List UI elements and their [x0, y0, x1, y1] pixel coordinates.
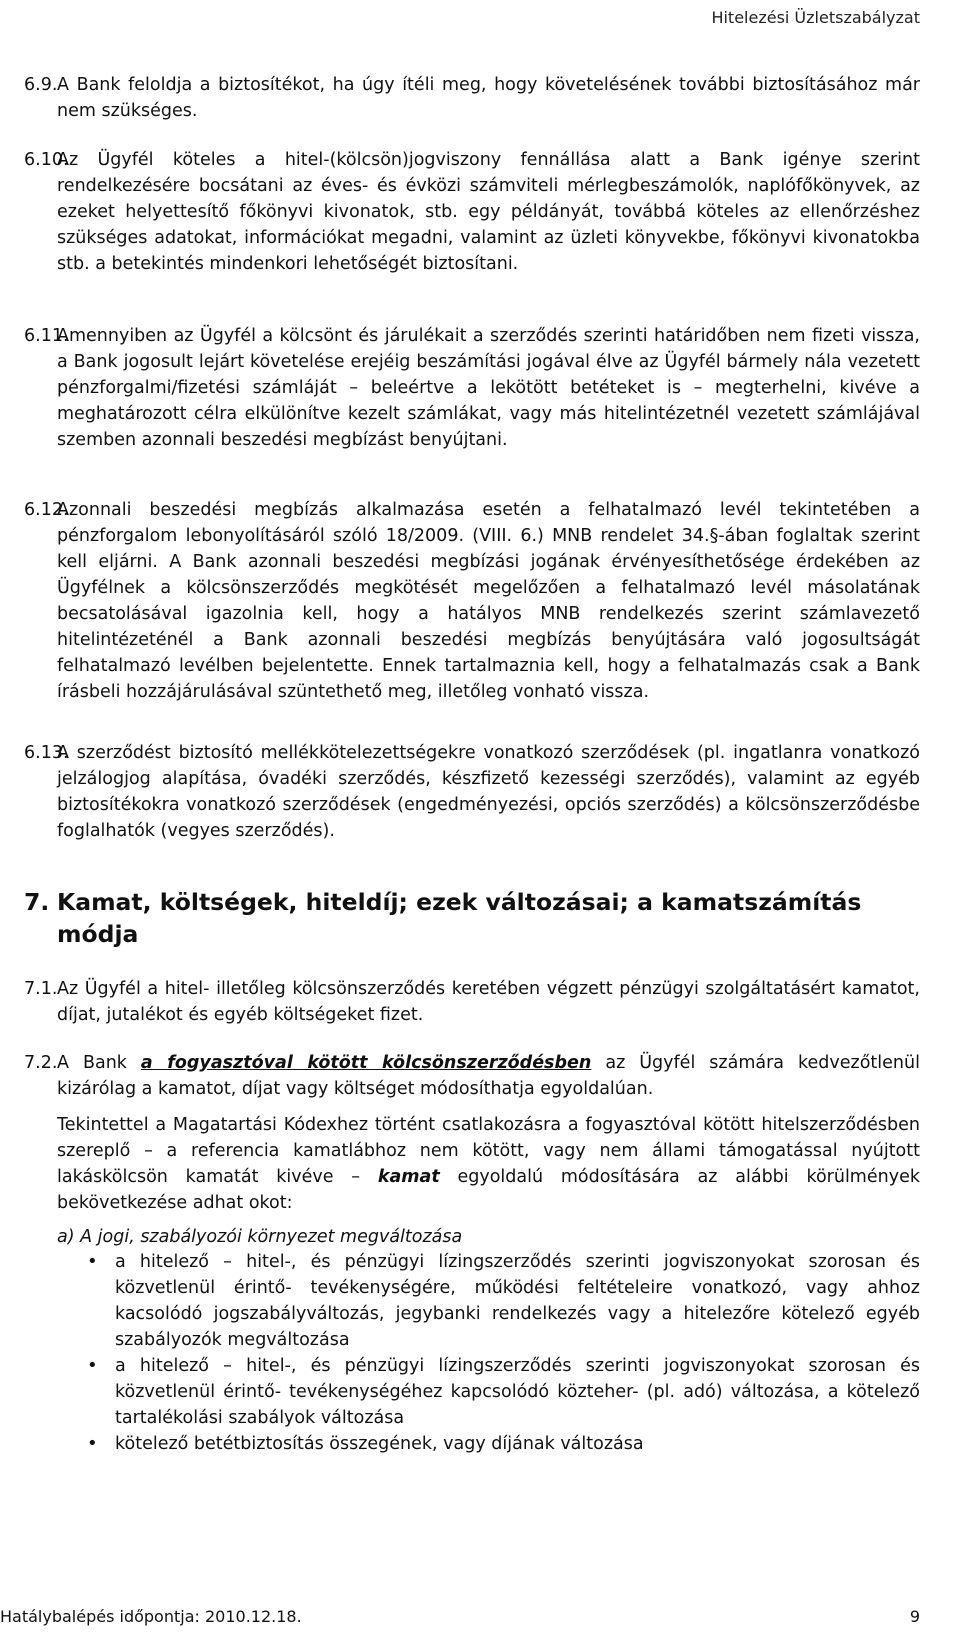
- text-tail: az Ügyfél számára kedvezőtlenül kizárólag a kamatot, díjat vagy költséget módosíthatja egyoldalúan.: [57, 1053, 920, 1099]
- paragraph-text: [57, 1112, 920, 1216]
- paragraph-text: A Bank feloldja a biztosítékot, ha úgy ítéli meg, hogy követelésének további biztosításához már nem szükséges.: [57, 75, 920, 121]
- bullet-icon: •: [87, 1433, 98, 1454]
- paragraph-text: Az Ügyfél köteles a hitel-(kölcsön)jogviszony fennállása alatt a Bank igénye szerint rendelkezésére bocsátani az éves- és évközi számviteli mérlegbeszámolók, naplófőkönyvek, az ezeket helyettesítő főkönyvi kivonatok, stb. egy példányát, továbbá köteles az ellenőrzéshez szükséges adatokat, információkat megadni, valamint az üzleti könyvekbe, főkönyvi kivonatokba stb. a betekintés mindenkori lehetőségét biztosítani.: [57, 150, 920, 274]
- bullet-icon: •: [87, 1251, 98, 1272]
- paragraph-6-12: [24, 497, 920, 705]
- paragraph-text: Az Ügyfél a hitel- illetőleg kölcsönszerződés keretében végzett pénzügyi szolgáltatásért kamatot, díjat, jutalékot és egyéb költségeket fizet.: [57, 979, 920, 1025]
- paragraph-number: 6.12.: [24, 500, 69, 520]
- paragraph-7-2: [24, 1050, 920, 1102]
- paragraph-text: A szerződést biztosító mellékkötelezettségekre vonatkozó szerződések (pl. ingatlanra vonatkozó jelzálogjog alapítása, óvadéki szerződés, készfizető kezességi szerződés), valamint az egyéb biztosítékokra vonatkozó szerződések (engedményezési, opciós szerződés) a kölcsönszerződésbe foglalhatók (vegyes szerződés).: [57, 743, 920, 841]
- section-number: 7.: [24, 888, 50, 916]
- paragraph-number: 6.11.: [24, 326, 69, 346]
- paragraph-number: 6.13.: [24, 743, 69, 763]
- paragraph-number: 6.10.: [24, 150, 69, 170]
- paragraph-6-9: [24, 72, 920, 124]
- subheading-a: a) A jogi, szabályozói környezet megváltozása: [57, 1227, 463, 1247]
- bullet-icon: •: [87, 1355, 98, 1376]
- paragraph-text: Azonnali beszedési megbízás alkalmazása esetén a felhatalmazó levél tekintetében a pénzforgalom lebonyolításáról szóló 18/2009. (VIII. 6.) MNB rendelet 34.§-ában foglaltak szerint kell eljárni. A Bank azonnali beszedési megbízási jogának érvényesíthetősége érdekében az Ügyfélnek a kölcsönszerződés megkötését megelőzően a felhatalmazó levél másolatának becsatolásával igazolnia kell, hogy a hatályos MNB rendelkezés szerint számlavezető hitelintézeténél a Bank azonnali beszedési megbízás benyújtására való jogosultságát felhatalmazó levélben bejelentette. Ennek tartalmaznia kell, hogy a felhatalmazás csak a Bank írásbeli hozzájárulásával szüntethető meg, illetőleg vonható vissza.: [57, 500, 920, 702]
- paragraph-text: [57, 1050, 920, 1102]
- emphasized-word: kamat: [377, 1167, 440, 1187]
- list-item-text: kötelező betétbiztosítás összegének, vagy díjának változása: [115, 1434, 644, 1454]
- paragraph-7-1: [24, 976, 920, 1028]
- list-item: [57, 1249, 920, 1353]
- paragraph-text: Amennyiben az Ügyfél a kölcsönt és járulékait a szerződés szerinti határidőben nem fizeti vissza, a Bank jogosult lejárt követelése erejéig beszámítási jogával élve az Ügyfél bármely nála vezetett pénzforgalmi/fizetési számláját – beleértve a lekötött betéteket is – megterhelni, kivéve a meghatározott célra elkülönítve kezelt számlákat, vagy más hitelintézetnél vezetett számlájával szemben azonnali beszedési megbízást benyújtani.: [57, 326, 920, 450]
- emphasized-phrase: a fogyasztóval kötött kölcsönszerződésben: [140, 1053, 592, 1073]
- section-heading-7: [24, 886, 924, 950]
- paragraph-number: 7.2.: [24, 1053, 58, 1073]
- document-header-title: Hitelezési Üzletszabályzat: [711, 8, 920, 27]
- effective-date: Hatálybalépés időpontja: 2010.12.18.: [0, 1607, 302, 1626]
- text-lead: A Bank: [57, 1053, 127, 1073]
- page-number: 9: [909, 1607, 920, 1626]
- list-item: [57, 1431, 920, 1457]
- list-item-text: a hitelező – hitel-, és pénzügyi lízingszerződés szerinti jogviszonyokat szorosan és közvetlenül érintő- tevékenységére, működési feltételeire vonatkozó, vagy ahhoz kacsolódó jogszabályváltozás, jegybanki rendelkezés vagy a hitelezőre kötelező egyéb szabályozók megváltozása: [115, 1252, 920, 1350]
- paragraph-6-10: [24, 147, 920, 277]
- text-lead: Tekintettel a Magatartási Kódexhez történt csatlakozásra a fogyasztóval kötött hitelszerződésben szereplő – a referencia kamatlábhoz nem kötött, vagy nem állami támogatással nyújtott lakáskölcsön kamatát kivéve –: [57, 1115, 920, 1187]
- paragraph-number: 7.1.: [24, 979, 58, 999]
- paragraph-7-2-continued: [24, 1112, 920, 1216]
- bullet-list: [57, 1249, 920, 1457]
- paragraph-6-13: [24, 740, 920, 844]
- section-title: Kamat, költségek, hiteldíj; ezek változásai; a kamatszámítás módja: [57, 888, 862, 948]
- paragraph-number: 6.9.: [24, 75, 58, 95]
- list-item-text: a hitelező – hitel-, és pénzügyi lízingszerződés szerinti jogviszonyokat szorosan és közvetlenül érintő- tevékenységéhez kapcsolódó közteher- (pl. adó) változása, a kötelező tartalékolási szabályok változása: [115, 1356, 920, 1428]
- paragraph-6-11: [24, 323, 920, 453]
- text-tail: egyoldalú módosítására az alábbi körülmények bekövetkezése adhat okot:: [57, 1167, 920, 1213]
- list-item: [57, 1353, 920, 1431]
